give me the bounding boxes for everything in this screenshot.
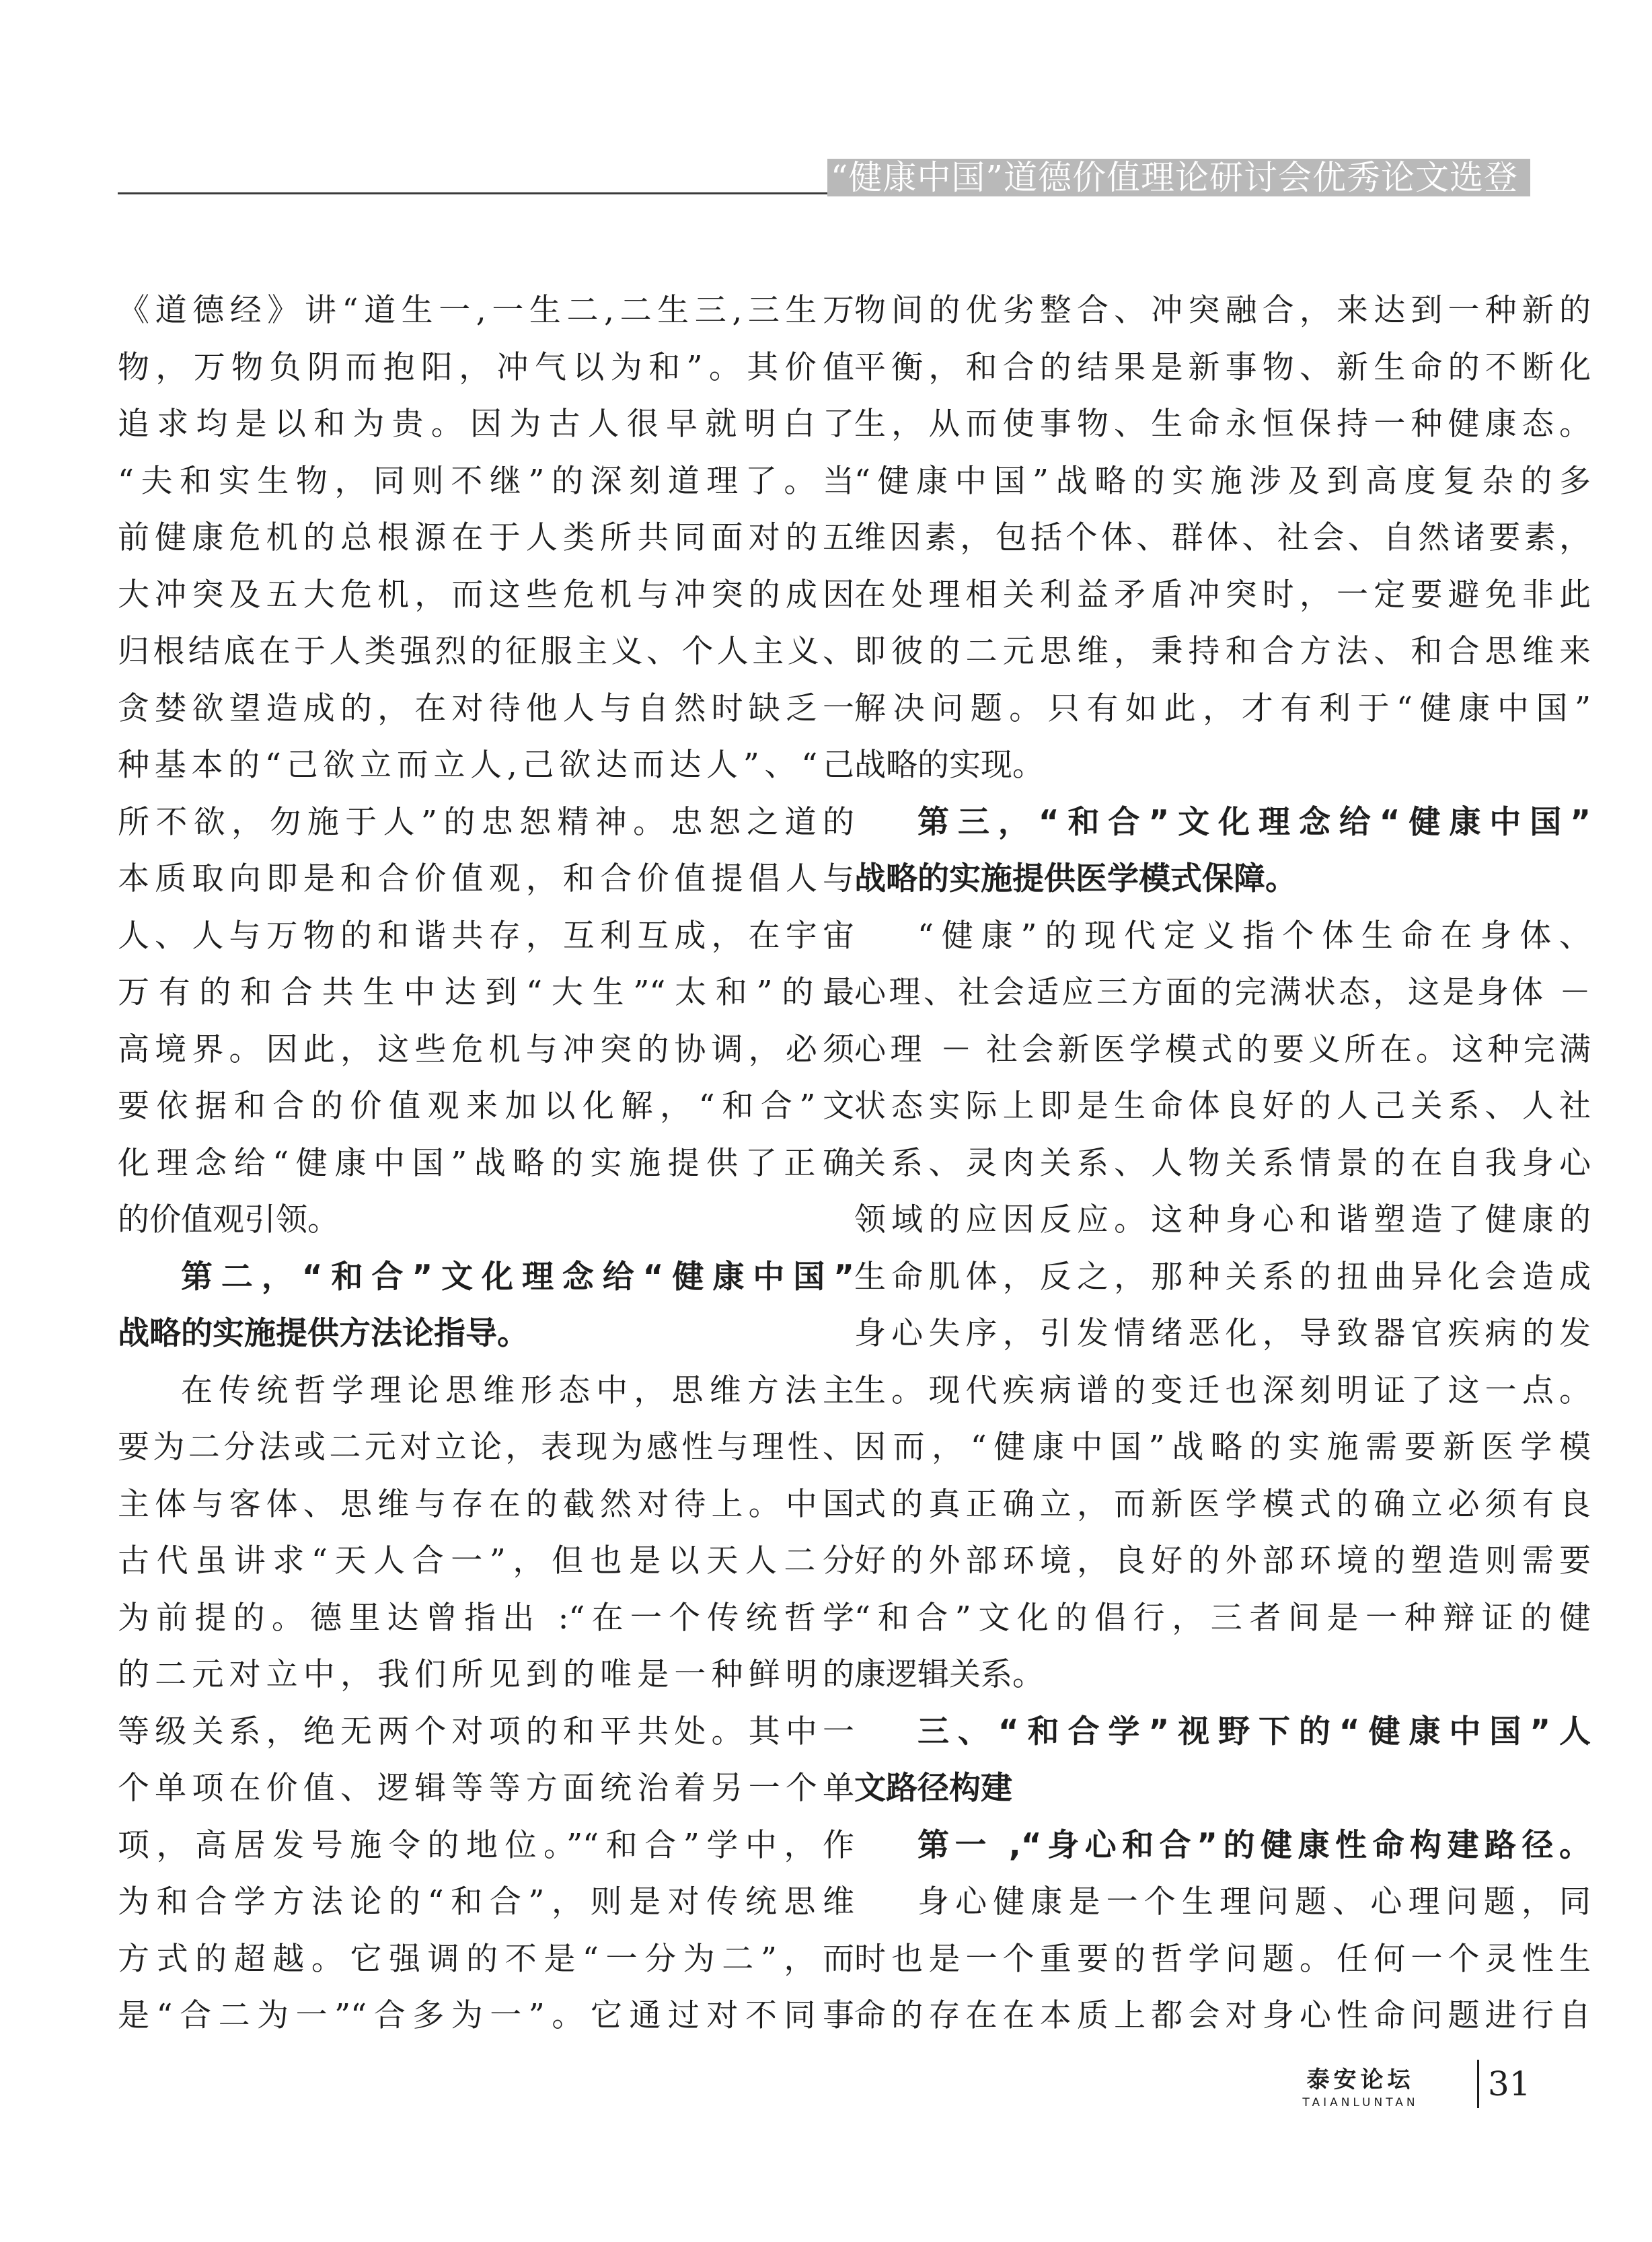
text-line: 种基本的“己欲立而立人,己欲达而达人”、“己 [118,747,854,784]
text-line: 解决问题。只有如此，才有利于“健康中国” [854,689,1591,727]
text-line: 时也是一个重要的哲学问题。任何一个灵性生 [854,1940,1591,1978]
text-line: 身心失序，引发情绪恶化，导致器官疾病的发 [854,1315,1591,1352]
text-line: 项，高居发号施令的地位。”“和合”学中，作 [118,1826,854,1864]
text-line: 在处理相关利益矛盾冲突时，一定要避免非此 [854,576,1591,613]
text-line: 的二元对立中，我们所见到的唯是一种鲜明的 [118,1656,854,1693]
text-line: 《道德经》讲“道生一,一生二,二生三,三生万 [118,292,854,329]
journal-brand [1248,2065,1473,2111]
text-line: 因而，“健康中国”战略的实施需要新医学模 [854,1429,1591,1466]
text-line: 方式的超越。它强调的不是“一分为二”，而 [118,1940,854,1978]
section-heading-line: 第二，“和合”文化理念给“健康中国” [181,1258,854,1296]
text-line: 人、人与万物的和谐共存，互利互成，在宇宙 [118,917,854,955]
text-line: 要为二分法或二元对立论，表现为感性与理性、 [118,1429,854,1466]
text-line: 归根结底在于人类强烈的征服主义、个人主义、 [118,633,854,670]
text-line: 生，从而使事物、生命永恒保持一种健康态。 [854,406,1591,443]
journal-section-banner: “健康中国”道德价值理论研讨会优秀论文选登 [827,159,1530,196]
text-line: 是“合二为一”“合多为一”。它通过对不同事 [118,1997,854,2034]
text-line: 化理念给“健康中国”战略的实施提供了正确 [118,1144,854,1182]
text-line: 康逻辑关系。 [854,1656,1044,1693]
section-heading-line: 文路径构建 [854,1770,1012,1807]
text-line: 心理 － 社会新医学模式的要义所在。这种完满 [854,1031,1591,1068]
text-line: 大冲突及五大危机，而这些危机与冲突的成因 [118,576,854,613]
text-line: 身心健康是一个生理问题、心理问题，同 [917,1883,1591,1920]
page-number: 31 [1488,2064,1531,2103]
text-line: 古代虽讲求“天人合一”，但也是以天人二分 [118,1542,854,1579]
section-heading-line: 三、“和合学”视野下的“健康中国”人 [917,1713,1591,1750]
text-line: 心理、社会适应三方面的完满状态，这是身体 － [854,974,1591,1011]
text-line: 万有的和合共生中达到“大生”“太和”的最 [118,974,854,1011]
text-line: 为前提的。德里达曾指出 :“在一个传统哲学 [118,1599,854,1637]
text-line: 要依据和合的价值观来加以化解，“和合”文 [118,1088,854,1125]
journal-name-cn: 泰安论坛 [1306,2066,1415,2093]
right-column [854,283,1591,2045]
text-line: 命的存在在本质上都会对身心性命问题进行自 [854,1997,1591,2034]
text-line: 生命肌体，反之，那种关系的扭曲异化会造成 [854,1258,1591,1296]
text-line: 好的外部环境，良好的外部环境的塑造则需要 [854,1542,1591,1579]
text-line: 所不欲，勿施于人”的忠恕精神。忠恕之道的 [118,803,854,841]
text-line: 前健康危机的总根源在于人类所共同面对的五 [118,519,854,556]
text-line: “夫和实生物，同则不继”的深刻道理了。当 [118,462,854,500]
text-line: “和合”文化的倡行，三者间是一种辩证的健 [854,1599,1591,1637]
text-line: 平衡，和合的结果是新事物、新生命的不断化 [854,348,1591,386]
text-line: 领域的应因反应。这种身心和谐塑造了健康的 [854,1201,1591,1238]
text-line: 即彼的二元思维，秉持和合方法、和合思维来 [854,633,1591,670]
text-line: 为和合学方法论的“和合”，则是对传统思维 [118,1883,854,1920]
text-line: 维因素，包括个体、群体、社会、自然诸要素， [854,519,1591,556]
text-line: 的价值观引领。 [118,1201,339,1238]
text-line: 状态实际上即是生命体良好的人己关系、人社 [854,1088,1591,1125]
text-line: “健康”的现代定义指个体生命在身体、 [917,917,1591,955]
text-line: 高境界。因此，这些危机与冲突的协调，必须 [118,1031,854,1068]
text-line: 个单项在价值、逻辑等等方面统治着另一个单 [118,1770,854,1807]
text-line: 等级关系，绝无两个对项的和平共处。其中一 [118,1713,854,1750]
text-line: 生。现代疾病谱的变迁也深刻明证了这一点。 [854,1372,1591,1409]
section-heading-line: 第三，“和合”文化理念给“健康中国” [917,803,1591,841]
section-heading-line: 战略的实施提供方法论指导。 [118,1315,529,1352]
text-line: 主体与客体、思维与存在的截然对待上。中国 [118,1485,854,1523]
text-line: 本质取向即是和合价值观，和合价值提倡人与 [118,860,854,897]
section-heading-line: 战略的实施提供医学模式保障。 [854,860,1297,897]
left-column [118,283,854,2045]
text-line: 式的真正确立，而新医学模式的确立必须有良 [854,1485,1591,1523]
text-line: 物间的优劣整合、冲突融合，来达到一种新的 [854,292,1591,329]
text-line: “健康中国”战略的实施涉及到高度复杂的多 [854,462,1591,500]
text-line: 战略的实现。 [854,747,1044,784]
journal-name-en: TAIANLUNTAN [1302,2096,1419,2109]
text-line: 物，万物负阴而抱阳，冲气以为和”。其价值 [118,348,854,386]
text-line: 追求均是以和为贵。因为古人很早就明白了 [118,406,854,443]
text-line: 关系、灵肉关系、人物关系情景的在自我身心 [854,1144,1591,1182]
text-line: 在传统哲学理论思维形态中，思维方法主 [181,1372,854,1409]
subsection-heading-line: 第一 ,“身心和合”的健康性命构建路径。 [917,1826,1591,1864]
text-line: 贪婪欲望造成的，在对待他人与自然时缺乏一 [118,689,854,727]
footer-divider [1477,2060,1479,2108]
